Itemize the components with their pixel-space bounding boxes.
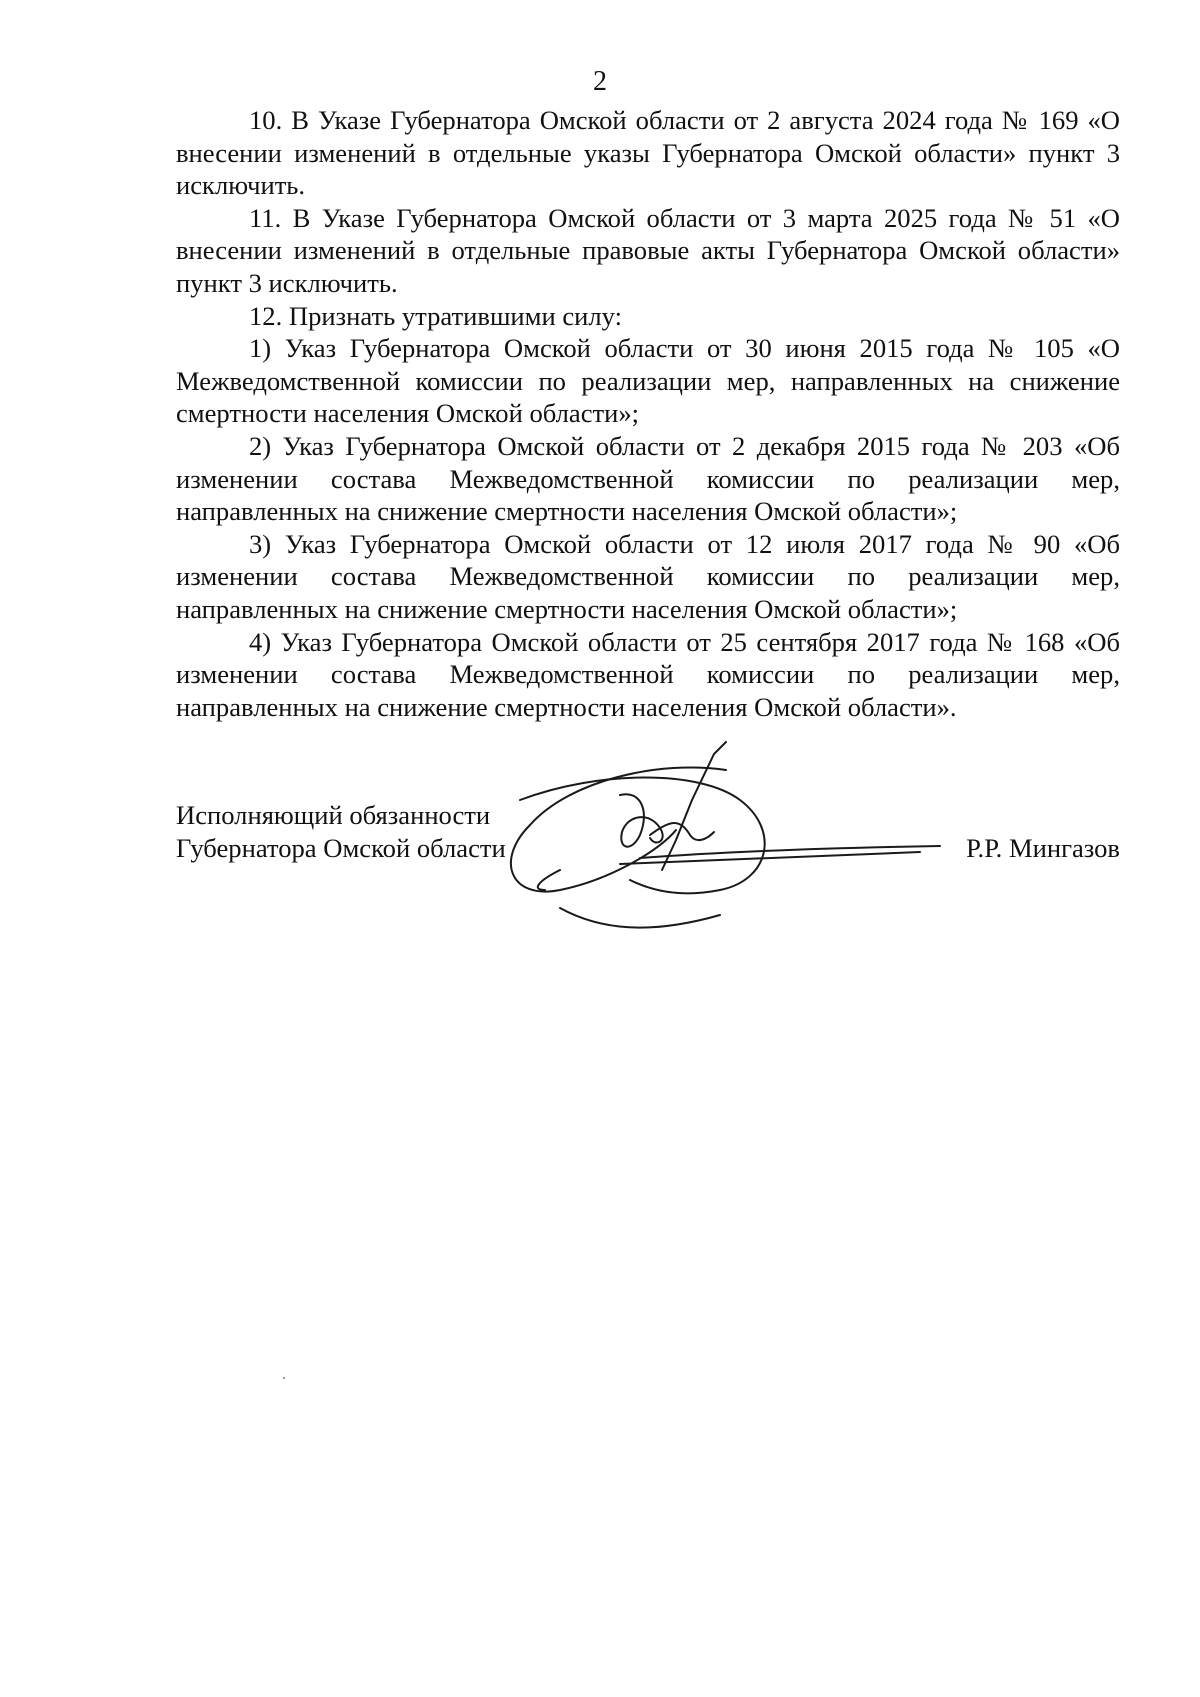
signatory-name: Р.Р. Мингазов (966, 833, 1120, 863)
signatory-title-line-1: Исполняющий обязанности (176, 800, 491, 830)
page-number: 2 (593, 66, 607, 97)
scan-speck (283, 1377, 285, 1379)
signatory-title (176, 799, 506, 865)
signatory-title-line-2: Губернатора Омской области (176, 833, 506, 863)
paragraph-10: 10. В Указе Губернатора Омской области от 2 августа 2024 года № 169 «О внесении изменений в отдельные указы Губернатора Омской области» пункт 3 исключить. (176, 105, 1120, 201)
handwritten-signature (500, 740, 950, 940)
paragraph-12-item-4: 4) Указ Губернатора Омской области от 25 сентября 2017 года № 168 «Об изменении состава Межведомственной комиссии по реализации мер, направленных на снижение смертности населения Омской области». (176, 626, 1120, 722)
paragraph-12-item-3: 3) Указ Губернатора Омской области от 12 июля 2017 года № 90 «Об изменении состава Межведомственной комиссии по реализации мер, направленных на снижение смертности населения Омской области»; (176, 528, 1120, 624)
paragraph-12-item-1: 1) Указ Губернатора Омской области от 30 июня 2015 года № 105 «О Межведомственной комиссии по реализации мер, направленных на снижение смертности населения Омской области»; (176, 333, 1120, 429)
paragraph-11: 11. В Указе Губернатора Омской области от 3 марта 2025 года № 51 «О внесении изменений в отдельные правовые акты Губернатора Омской области» пункт 3 исключить. (176, 202, 1120, 298)
document-body (176, 104, 1120, 723)
paragraph-12: 12. Признать утратившими силу: (249, 300, 623, 331)
paragraph-12-item-2: 2) Указ Губернатора Омской области от 2 декабря 2015 года № 203 «Об изменении состава Межведомственной комиссии по реализации мер, направленных на снижение смертности населения Омской области»; (176, 430, 1120, 527)
